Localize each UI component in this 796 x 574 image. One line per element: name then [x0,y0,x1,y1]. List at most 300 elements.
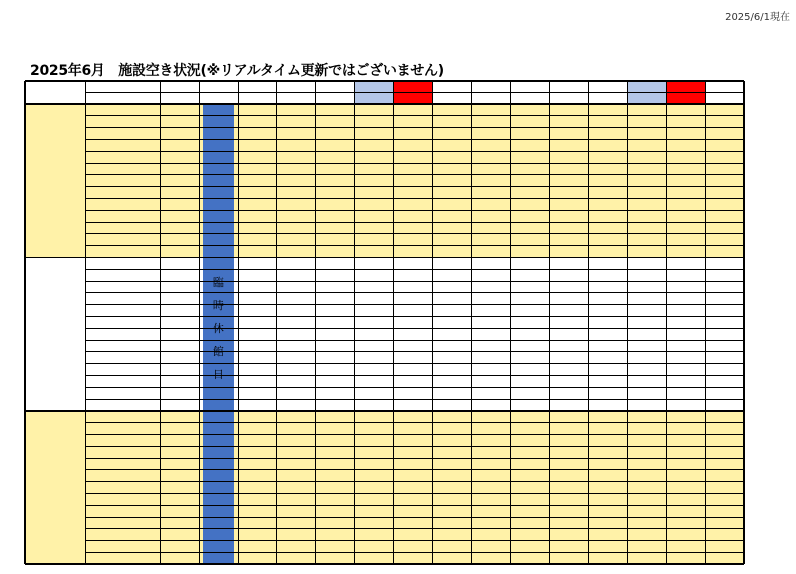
grid-line [85,458,744,459]
grid-line [432,81,433,564]
availability-cell [316,541,355,553]
grid-line [85,316,744,317]
availability-cell [355,293,394,305]
availability-cell [277,411,316,423]
availability-cell [355,446,394,458]
availability-cell [549,116,588,128]
grid-line [85,493,744,494]
availability-cell [705,411,744,423]
availability-cell [355,493,394,505]
availability-cell [355,434,394,446]
availability-cell [588,517,627,529]
availability-cell [160,222,199,234]
availability-cell [238,541,277,553]
availability-cell [394,305,433,317]
availability-cell [471,104,510,116]
availability-cell [471,163,510,175]
grid-line [85,115,744,116]
availability-cell [394,316,433,328]
availability-cell [666,234,705,246]
availability-cell [316,187,355,199]
availability-cell [316,352,355,364]
availability-cell [510,222,549,234]
availability-cell [549,128,588,140]
availability-cell [705,423,744,435]
availability-cell [355,187,394,199]
day-header-bg [355,81,394,104]
grid-line [85,81,86,564]
availability-cell [355,246,394,258]
availability-cell [316,163,355,175]
availability-cell [510,375,549,387]
availability-cell [316,399,355,411]
availability-cell [666,139,705,151]
availability-cell [238,246,277,258]
availability-cell [627,281,666,293]
availability-cell [471,187,510,199]
time-slot [85,269,160,281]
availability-cell [355,128,394,140]
availability-cell [433,517,472,529]
availability-cell [666,128,705,140]
availability-cell [549,246,588,258]
availability-cell [160,434,199,446]
availability-cell [355,505,394,517]
availability-cell [316,222,355,234]
time-slot [85,434,160,446]
availability-cell [510,364,549,376]
availability-cell [355,269,394,281]
availability-cell [355,411,394,423]
availability-cell [394,458,433,470]
availability-cell [316,517,355,529]
grid-line [85,174,744,175]
availability-cell [588,246,627,258]
time-slot [85,128,160,140]
day-header-bg [627,81,666,104]
availability-cell [549,269,588,281]
availability-cell [705,246,744,258]
availability-cell [160,340,199,352]
availability-cell [355,399,394,411]
availability-cell [160,187,199,199]
availability-cell [705,364,744,376]
availability-cell [355,151,394,163]
availability-cell [160,375,199,387]
time-slot [85,446,160,458]
grid-line [85,387,744,388]
grid-line [85,552,744,553]
grid-line [85,281,744,282]
day-header-bg [394,81,433,104]
availability-cell [316,210,355,222]
closed-label-char: 館 [212,345,224,359]
availability-cell [316,305,355,317]
availability-cell [277,246,316,258]
grid-line [85,422,744,423]
section-divider [25,257,744,259]
availability-cell [588,222,627,234]
availability-cell [588,234,627,246]
time-slot [85,293,160,305]
availability-cell [705,328,744,340]
grid-line [85,292,744,293]
time-slot [85,387,160,399]
closed-label-char: 臨 [212,276,224,290]
availability-cell [394,128,433,140]
availability-cell [627,234,666,246]
availability-cell [666,222,705,234]
availability-cell [316,316,355,328]
table-border-bottom [25,563,744,565]
availability-cell [160,352,199,364]
time-slot [85,517,160,529]
availability-cell [627,175,666,187]
grid-line [85,233,744,234]
time-slot [85,505,160,517]
availability-cell [705,387,744,399]
availability-cell [238,222,277,234]
availability-cell [238,116,277,128]
grid-line [25,103,744,105]
availability-cell [433,411,472,423]
availability-cell [160,387,199,399]
availability-cell [627,246,666,258]
availability-cell [433,234,472,246]
availability-cell [355,470,394,482]
availability-cell [355,116,394,128]
time-slot [85,340,160,352]
availability-cell [588,375,627,387]
availability-cell [277,281,316,293]
time-slot [85,482,160,494]
availability-cell [316,364,355,376]
time-slot [85,352,160,364]
availability-cell [355,222,394,234]
grid-line [85,528,744,529]
grid-line [238,81,239,564]
availability-cell [705,128,744,140]
availability-cell [510,517,549,529]
time-slot [85,541,160,553]
time-slot [85,493,160,505]
availability-cell [705,517,744,529]
availability-cell [277,529,316,541]
availability-cell [433,364,472,376]
availability-cell [394,151,433,163]
availability-cell [627,375,666,387]
availability-cell [549,187,588,199]
availability-cell [549,434,588,446]
availability-cell [588,352,627,364]
availability-cell [549,222,588,234]
availability-cell [316,116,355,128]
availability-cell [627,222,666,234]
availability-cell [160,364,199,376]
time-slot [85,364,160,376]
availability-cell [160,175,199,187]
availability-cell [355,104,394,116]
availability-cell [394,116,433,128]
time-slot [85,234,160,246]
availability-cell [510,541,549,553]
closed-label-char: 休 [212,322,224,336]
availability-cell [627,198,666,210]
availability-cell [588,541,627,553]
availability-cell [394,281,433,293]
availability-cell [355,175,394,187]
availability-cell [394,139,433,151]
grid-line [85,210,744,211]
availability-cell [627,128,666,140]
availability-cell [277,387,316,399]
availability-cell [510,387,549,399]
availability-cell [316,293,355,305]
grid-line [85,139,744,140]
availability-cell [549,541,588,553]
time-slot [85,529,160,541]
grid-line [471,81,472,564]
grid-line [354,81,355,564]
availability-cell [277,399,316,411]
availability-cell [238,387,277,399]
availability-cell [277,234,316,246]
grid-line [510,81,511,564]
availability-cell [355,458,394,470]
availability-cell [627,257,666,269]
availability-cell [316,281,355,293]
availability-cell [355,281,394,293]
availability-cell [316,328,355,340]
grid-line [85,517,744,518]
time-slot [85,281,160,293]
availability-cell [238,175,277,187]
availability-cell [588,328,627,340]
availability-cell [238,364,277,376]
availability-cell [433,387,472,399]
availability-cell [355,163,394,175]
availability-cell [627,139,666,151]
availability-cell [510,175,549,187]
grid-line [85,222,744,223]
table-border-left [24,81,26,564]
availability-cell [277,434,316,446]
availability-cell [355,139,394,151]
time-slot [85,187,160,199]
table-border-top [25,80,744,82]
date-stamp: 2025/6/1現在 [725,12,790,23]
grid-line [85,186,744,187]
availability-cell [355,305,394,317]
availability-cell [355,257,394,269]
availability-cell [316,151,355,163]
availability-cell [277,423,316,435]
availability-cell [355,387,394,399]
availability-cell [471,151,510,163]
availability-cell [705,234,744,246]
availability-cell [355,340,394,352]
grid-line [85,304,744,305]
availability-cell [316,257,355,269]
availability-cell [394,257,433,269]
time-slot [85,163,160,175]
time-slot [85,139,160,151]
availability-cell [160,529,199,541]
availability-cell [471,210,510,222]
grid-line [160,81,161,564]
grid-line [393,81,394,564]
availability-cell [355,210,394,222]
availability-cell [160,411,199,423]
availability-cell [316,198,355,210]
availability-cell [666,116,705,128]
availability-cell [394,104,433,116]
grid-line [85,151,744,152]
time-slot [85,423,160,435]
availability-cell [510,187,549,199]
availability-cell [394,482,433,494]
time-slot [85,198,160,210]
availability-cell [471,116,510,128]
availability-cell [355,482,394,494]
availability-cell [355,198,394,210]
time-slot [85,222,160,234]
availability-cell [394,328,433,340]
availability-cell [666,210,705,222]
availability-cell [433,423,472,435]
grid-line [85,505,744,506]
availability-cell [471,399,510,411]
availability-cell [627,269,666,281]
availability-cell [627,116,666,128]
time-slot [85,305,160,317]
grid-line [85,363,744,364]
availability-cell [355,234,394,246]
grid-line [85,481,744,482]
page-title: 2025年6月 施設空き状況(※リアルタイム更新ではございません) [30,63,444,79]
grid-line [85,163,744,164]
availability-cell [433,128,472,140]
time-slot [85,411,160,423]
availability-cell [549,529,588,541]
closed-label-char: 日 [212,368,224,382]
availability-cell [277,257,316,269]
availability-cell [588,364,627,376]
grid-line [666,81,667,564]
table-border-right [743,81,745,564]
grid-line [85,540,744,541]
availability-cell [471,375,510,387]
grid-line [199,81,200,564]
availability-cell [394,269,433,281]
availability-cell [549,234,588,246]
availability-cell [549,257,588,269]
availability-cell [277,187,316,199]
availability-cell [277,541,316,553]
availability-cell [588,198,627,210]
availability-cell [394,470,433,482]
availability-cell [238,529,277,541]
grid-line [85,92,744,93]
availability-cell [471,387,510,399]
availability-cell [627,163,666,175]
availability-cell [355,328,394,340]
availability-cell [160,517,199,529]
grid-line [85,328,744,329]
availability-cell [433,222,472,234]
availability-cell [588,340,627,352]
availability-cell [160,116,199,128]
availability-cell [510,246,549,258]
grid-line [85,469,744,470]
availability-cell [549,375,588,387]
availability-cell [316,234,355,246]
availability-cell [510,128,549,140]
time-slot [85,210,160,222]
availability-cell [316,139,355,151]
availability-cell [471,139,510,151]
closed-label-char: 時 [212,299,224,313]
time-slot [85,151,160,163]
availability-cell [705,375,744,387]
availability-cell [705,541,744,553]
time-slot [85,316,160,328]
time-slot [85,257,160,269]
availability-cell [471,222,510,234]
availability-cell [394,163,433,175]
availability-cell [627,187,666,199]
availability-cell [160,198,199,210]
availability-cell [627,210,666,222]
grid-line [85,198,744,199]
availability-cell [588,529,627,541]
availability-cell [355,423,394,435]
availability-cell [394,411,433,423]
availability-cell [316,387,355,399]
availability-cell [316,340,355,352]
availability-cell [394,293,433,305]
availability-cell [705,175,744,187]
grid-line [85,375,744,376]
availability-cell [627,104,666,116]
availability-cell [471,128,510,140]
availability-cell [316,246,355,258]
time-slot [85,470,160,482]
grid-line [627,81,628,564]
availability-cell [316,104,355,116]
availability-cell [394,446,433,458]
grid-line [315,81,316,564]
availability-cell [666,163,705,175]
grid-line [85,351,744,352]
grid-line [85,340,744,341]
availability-cell [238,517,277,529]
availability-cell [549,281,588,293]
grid-line [276,81,277,564]
availability-cell [588,175,627,187]
availability-cell [433,434,472,446]
availability-cell [705,352,744,364]
availability-cell [394,423,433,435]
availability-cell [160,128,199,140]
availability-cell [160,234,199,246]
availability-cell [705,198,744,210]
availability-cell [627,387,666,399]
availability-cell [433,541,472,553]
availability-cell [666,246,705,258]
grid-line [85,399,744,400]
availability-cell [238,128,277,140]
